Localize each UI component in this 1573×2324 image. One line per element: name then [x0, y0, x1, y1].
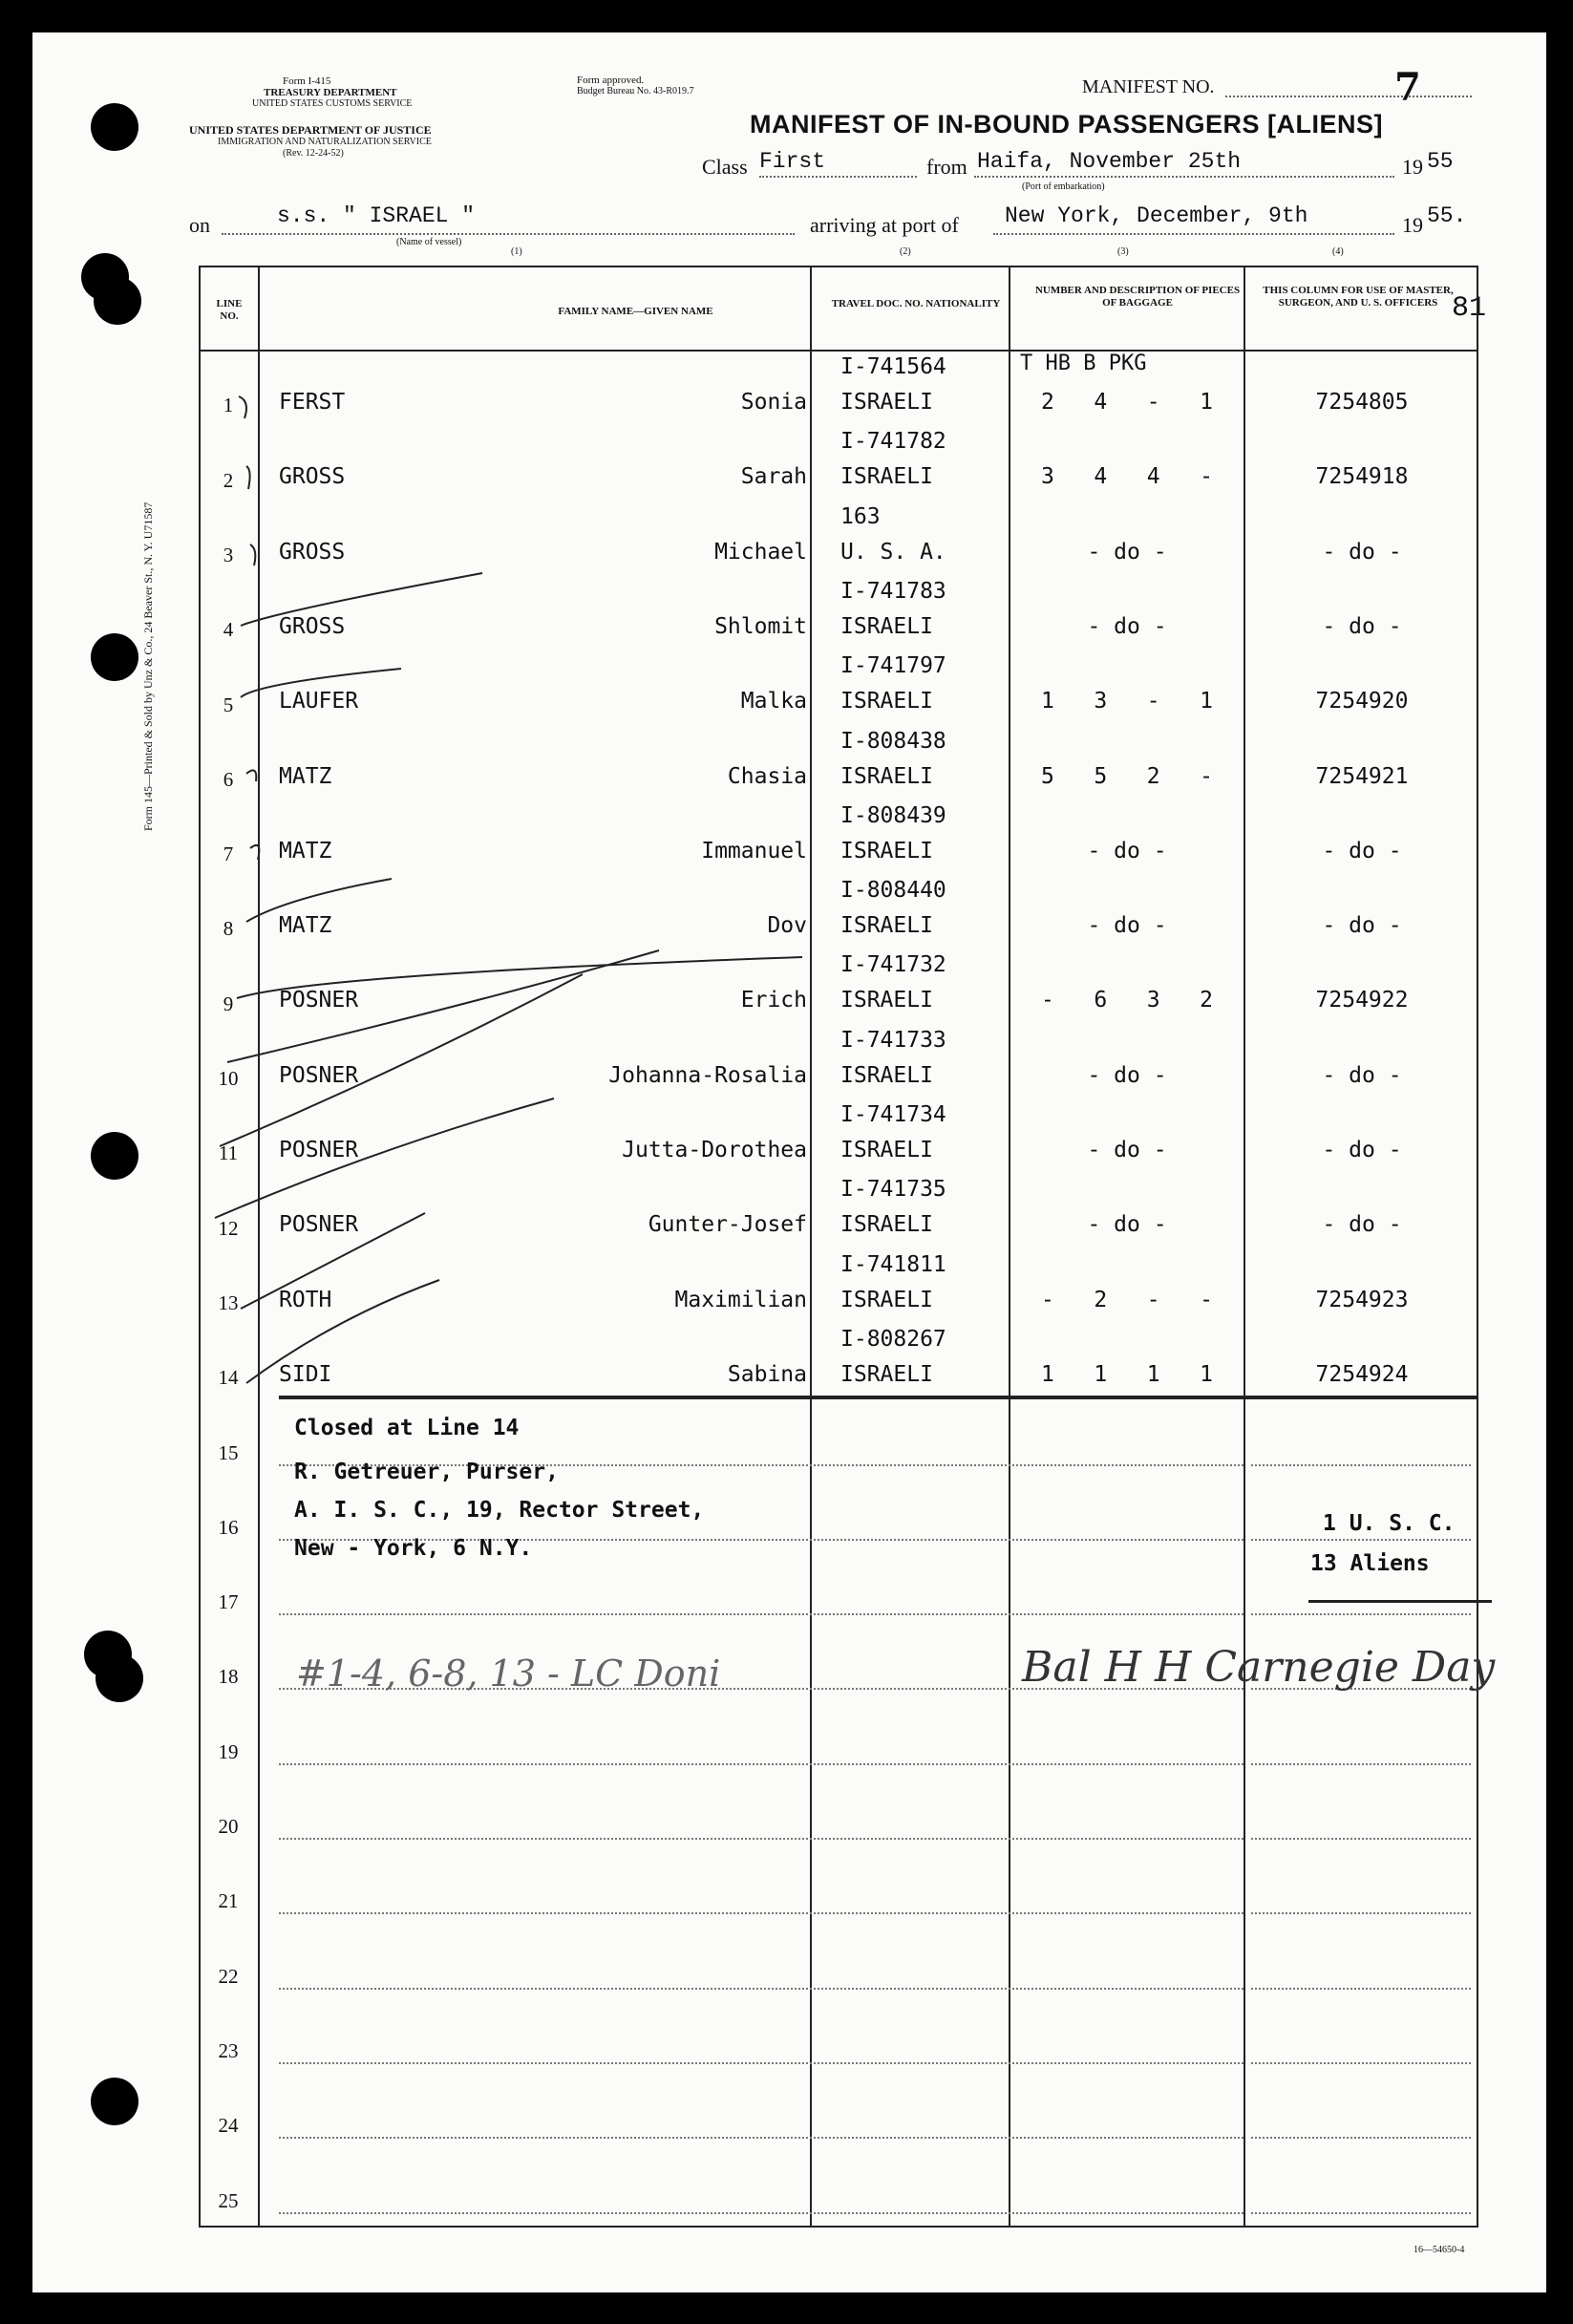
officer-code: - do - [1322, 1138, 1402, 1162]
closing-line-2: R. Getreuer, Purser, [294, 1460, 559, 1484]
baggage-count: 1 3 - 1 [1040, 689, 1213, 714]
line-number: 24 [218, 2114, 239, 2138]
column-divider [810, 266, 812, 2228]
page-mark: 81 [1452, 292, 1487, 325]
baggage-count: - do - [1087, 1212, 1167, 1238]
travel-doc-no: I-808439 [840, 802, 946, 828]
form-approved: Form approved. [577, 75, 645, 86]
port-embarkation-note: (Port of embarkation) [1022, 181, 1105, 192]
dotted-guide [279, 1988, 1244, 1990]
revision: (Rev. 12-24-52) [283, 148, 344, 159]
travel-doc-no: I-741564 [840, 354, 946, 379]
officer-code: - do - [1322, 1062, 1402, 1088]
arrival-port: New York, December, 9th [1005, 203, 1308, 228]
travel-doc-no: I-808267 [840, 1326, 946, 1352]
travel-doc-no: I-741782 [840, 429, 946, 455]
baggage-count: - do - [1087, 838, 1167, 864]
given-name: Johanna-Rosalia [608, 1062, 807, 1088]
punch-hole [91, 2078, 138, 2125]
baggage-count: - do - [1087, 1062, 1167, 1088]
class-value: First [759, 149, 826, 174]
given-name: Jutta-Dorothea [622, 1138, 807, 1162]
handwritten-note-left: #1-4, 6-8, 13 - LC Doni [296, 1652, 721, 1695]
family-name: GROSS [279, 464, 346, 490]
baggage-count: 1 1 1 1 [1040, 1361, 1213, 1387]
officer-code: 7254923 [1315, 1287, 1409, 1312]
vessel-dots [222, 233, 795, 235]
nationality: ISRAELI [840, 390, 933, 415]
nationality: ISRAELI [840, 1212, 933, 1238]
baggage-count: 2 4 - 1 [1040, 390, 1213, 415]
line-number: 18 [218, 1665, 239, 1689]
line-number: 3 [223, 543, 234, 566]
ins-service: IMMIGRATION AND NATURALIZATION SERVICE [218, 137, 432, 147]
travel-doc-no: I-741783 [840, 578, 946, 604]
justice-dept: UNITED STATES DEPARTMENT OF JUSTICE [189, 123, 432, 137]
closing-separator [279, 1396, 1478, 1399]
line-number: 5 [223, 693, 234, 716]
dotted-guide [1251, 2062, 1471, 2064]
nationality: ISRAELI [840, 1138, 933, 1162]
line-number: 16 [218, 1515, 239, 1539]
dotted-guide [1251, 1763, 1471, 1765]
line-number: 20 [218, 1815, 239, 1838]
customs-service: UNITED STATES CUSTOMS SERVICE [252, 98, 413, 109]
travel-doc-no: I-741797 [840, 653, 946, 679]
line-number: 1 [223, 394, 234, 417]
line-number: 12 [218, 1216, 239, 1240]
line-number: 19 [218, 1739, 239, 1763]
officer-code: 7254924 [1315, 1361, 1409, 1387]
officer-code: 7254918 [1315, 464, 1409, 490]
column-divider [1244, 266, 1245, 2228]
nationality: ISRAELI [840, 689, 933, 714]
year-1: 55 [1427, 149, 1454, 174]
family-name: ROTH [279, 1287, 332, 1312]
column-divider [258, 266, 260, 2228]
col-num-3: (3) [1117, 246, 1129, 257]
given-name: Dov [767, 913, 807, 939]
line-number: 15 [218, 1440, 239, 1464]
nationality: U. S. A. [840, 539, 946, 565]
family-name: POSNER [279, 988, 359, 1013]
col-header-travel-doc: TRAVEL DOC. NO. NATIONALITY [831, 298, 1001, 309]
family-name: MATZ [279, 838, 332, 864]
given-name: Shlomit [714, 613, 807, 639]
col-header-line: LINE NO. [216, 298, 243, 322]
line-number: 8 [223, 917, 234, 941]
budget-bureau: Budget Bureau No. 43-R019.7 [577, 86, 694, 96]
dotted-guide [1251, 1613, 1471, 1615]
given-name: Sarah [740, 464, 807, 490]
dotted-guide [1251, 1539, 1471, 1541]
given-name: Gunter-Josef [648, 1212, 807, 1238]
officer-code: - do - [1322, 913, 1402, 939]
total-aliens: 13 Aliens [1310, 1551, 1430, 1576]
travel-doc-no: I-741733 [840, 1027, 946, 1053]
class-label: Class [702, 155, 748, 179]
vessel-name: s.s. " ISRAEL " [277, 203, 476, 228]
line-number: 17 [218, 1590, 239, 1614]
line-number: 9 [223, 991, 234, 1015]
family-name: FERST [279, 390, 346, 415]
baggage-count: 3 4 4 - [1040, 464, 1213, 490]
dotted-guide [279, 1838, 1244, 1840]
line-number: 6 [223, 767, 234, 791]
baggage-count: 5 5 2 - [1040, 763, 1213, 789]
given-name: Erich [740, 988, 807, 1013]
punch-hole [91, 103, 138, 151]
dotted-guide [1251, 1988, 1471, 1990]
handwritten-signature: Bal H H Carnegie Day [1022, 1643, 1496, 1692]
travel-doc-no: 163 [840, 503, 881, 529]
travel-doc-no: I-741811 [840, 1251, 946, 1277]
travel-doc-no: I-741734 [840, 1102, 946, 1127]
line-number: 23 [218, 2038, 239, 2062]
dotted-guide [279, 1763, 1244, 1765]
baggage-count: - 2 - - [1040, 1287, 1213, 1312]
closing-line-4: New - York, 6 N.Y. [294, 1536, 533, 1561]
travel-doc-no: I-808438 [840, 728, 946, 754]
baggage-count: - 6 3 2 [1040, 988, 1213, 1013]
col-header-officers: THIS COLUMN FOR USE OF MASTER, SURGEON, AND U. S. OFFICERS [1263, 285, 1454, 309]
line-number: 4 [223, 618, 234, 642]
baggage-count: - do - [1087, 539, 1167, 565]
col-num-1: (1) [511, 246, 522, 257]
footer-code: 16—54650-4 [1414, 2245, 1465, 2255]
from-value: Haifa, November 25th [977, 149, 1242, 174]
family-name: POSNER [279, 1212, 359, 1238]
dotted-guide [1251, 2137, 1471, 2139]
nationality: ISRAELI [840, 913, 933, 939]
on-label: on [189, 213, 210, 237]
col-num-2: (2) [900, 246, 911, 257]
year-2: 55. [1427, 203, 1467, 228]
baggage-count: - do - [1087, 1138, 1167, 1162]
line-number: 11 [218, 1141, 239, 1165]
dotted-guide [1251, 1912, 1471, 1914]
given-name: Maximilian [674, 1287, 807, 1312]
travel-doc-no: I-741732 [840, 952, 946, 978]
line-number: 7 [223, 842, 234, 866]
manifest-no-value: 7 [1394, 65, 1421, 110]
family-name: MATZ [279, 763, 332, 789]
family-name: SIDI [279, 1361, 332, 1387]
form-number: Form I-415 [283, 75, 331, 87]
manifest-no-label: MANIFEST NO. [1082, 76, 1215, 97]
given-name: Malka [740, 689, 807, 714]
treasury-dept: TREASURY DEPARTMENT [264, 87, 397, 98]
line-number: 10 [218, 1067, 239, 1090]
col-header-baggage: NUMBER AND DESCRIPTION OF PIECES OF BAGGAGE [1034, 285, 1241, 309]
arrival-dots [993, 233, 1394, 235]
header-divider [199, 350, 1478, 352]
given-name: Michael [714, 539, 807, 565]
punch-hole [94, 277, 141, 325]
dotted-guide [279, 2137, 1244, 2139]
punch-hole [91, 1132, 138, 1180]
dotted-guide [1251, 1464, 1471, 1466]
nationality: ISRAELI [840, 1361, 933, 1387]
baggage-count: - do - [1087, 913, 1167, 939]
given-name: Chasia [727, 763, 807, 789]
baggage-subheader: T HB B PKG [1020, 352, 1147, 375]
given-name: Sabina [727, 1361, 807, 1387]
manifest-no-dots [1225, 96, 1472, 97]
officer-code: - do - [1322, 1212, 1402, 1238]
nationality: ISRAELI [840, 988, 933, 1013]
from-label: from [926, 155, 967, 179]
total-usc: 1 U. S. C. [1323, 1511, 1456, 1536]
dotted-guide [1251, 1838, 1471, 1840]
baggage-count: - do - [1087, 613, 1167, 639]
nationality: ISRAELI [840, 1062, 933, 1088]
nationality: ISRAELI [840, 613, 933, 639]
nationality: ISRAELI [840, 838, 933, 864]
punch-hole [91, 633, 138, 681]
col-num-4: (4) [1332, 246, 1344, 257]
family-name: MATZ [279, 913, 332, 939]
dotted-guide [279, 1912, 1244, 1914]
travel-doc-no: I-741735 [840, 1177, 946, 1203]
punch-hole [96, 1654, 143, 1702]
family-name: GROSS [279, 613, 346, 639]
travel-doc-no: I-808440 [840, 878, 946, 904]
total-underline [1308, 1600, 1492, 1603]
officer-code: 7254922 [1315, 988, 1409, 1013]
year-prefix-2: 19 [1402, 213, 1423, 237]
dotted-guide [279, 2062, 1244, 2064]
family-name: POSNER [279, 1138, 359, 1162]
family-name: LAUFER [279, 689, 359, 714]
officer-code: - do - [1322, 838, 1402, 864]
nationality: ISRAELI [840, 464, 933, 490]
family-name: GROSS [279, 539, 346, 565]
line-number: 13 [218, 1290, 239, 1314]
printer-imprint: Form 145—Printed & Sold by Unz & Co., 24 Beaver St., N. Y. U71587 [141, 501, 155, 831]
arriving-label: arriving at port of [810, 213, 959, 237]
given-name: Sonia [740, 390, 807, 415]
line-number: 22 [218, 1964, 239, 1988]
dotted-guide [279, 1613, 1244, 1615]
officer-code: - do - [1322, 613, 1402, 639]
line-number: 25 [218, 2188, 239, 2212]
officer-code: - do - [1322, 539, 1402, 565]
col-header-name: FAMILY NAME—GIVEN NAME [558, 306, 713, 317]
line-number: 14 [218, 1366, 239, 1390]
manifest-title: MANIFEST OF IN-BOUND PASSENGERS [ALIENS] [750, 110, 1384, 139]
closing-line-3: A. I. S. C., 19, Rector Street, [294, 1498, 705, 1523]
officer-code: 7254920 [1315, 689, 1409, 714]
line-number: 2 [223, 468, 234, 492]
from-dots [974, 176, 1394, 178]
family-name: POSNER [279, 1062, 359, 1088]
line-number: 21 [218, 1889, 239, 1913]
officer-code: 7254805 [1315, 390, 1409, 415]
class-dots [759, 176, 917, 178]
closing-line-1: Closed at Line 14 [294, 1416, 520, 1440]
officer-code: 7254921 [1315, 763, 1409, 789]
year-prefix-1: 19 [1402, 155, 1423, 179]
given-name: Immanuel [701, 838, 807, 864]
dotted-guide [1251, 2212, 1471, 2214]
column-divider [1009, 266, 1010, 2228]
nationality: ISRAELI [840, 763, 933, 789]
vessel-note: (Name of vessel) [396, 237, 462, 247]
nationality: ISRAELI [840, 1287, 933, 1312]
dotted-guide [279, 2212, 1244, 2214]
